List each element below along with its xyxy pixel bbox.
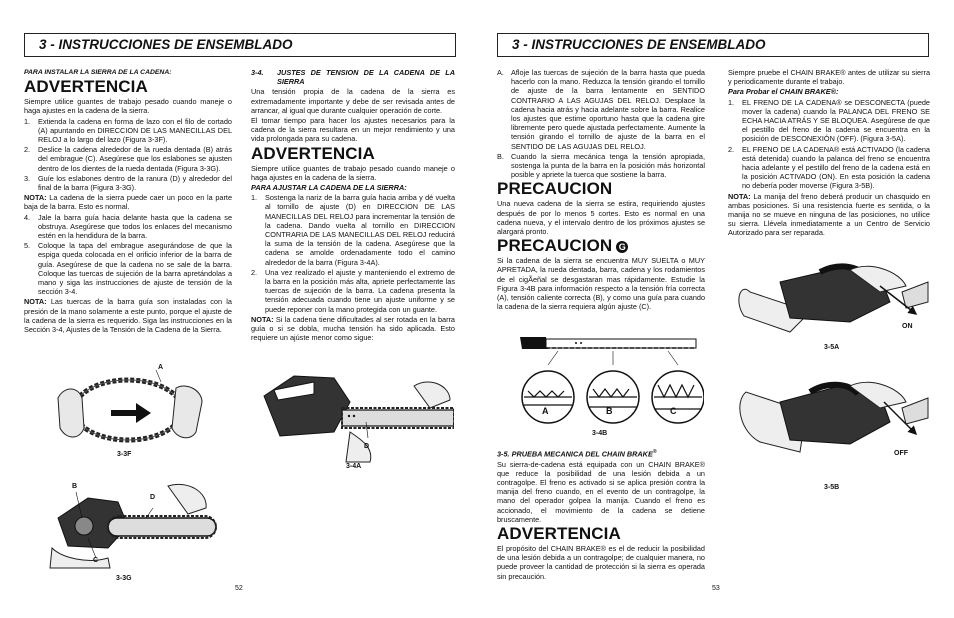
column-3 [497, 68, 705, 312]
figure-label-a: A [158, 364, 164, 371]
figure-3-5b-brake-off [730, 372, 930, 472]
figure-caption-3-3f: 3-3F [117, 451, 132, 458]
figure-caption-3-4b: 3-4B [592, 430, 608, 437]
label-off: OFF [894, 450, 908, 457]
adjust-subtitle: PARA AJUSTAR LA CADENA DE LA SIERRA: [251, 183, 407, 193]
page-number-53: 53 [712, 585, 720, 592]
section-header-left: 3 - INSTRUCCIONES DE ENSEMBLADO [24, 33, 456, 57]
chain-brake-paragraph: Su sierra-de-cadena está equipada con un CHAIN BRAKE® que reduce la posibilidad de una lesión debida a un contragolpe. El freno es activado si se aplica presión contra la manija del freno cuando, en el evento de un contragolpe, la mano del operador golpea la manija. Cuando el freno es accionado, el movimiento de la cadena se detiene bruscamente. [497, 459, 705, 524]
figure-3-4b-chain-tension [518, 335, 704, 431]
column-2 [251, 68, 455, 343]
figure-label-d: D [150, 494, 156, 501]
figure-3-3f-chain-loop [56, 368, 206, 456]
label-on: ON [902, 323, 913, 330]
note-paragraph: NOTA: La cadena de la sierra puede caer un poco en la parte baja de la barra. Esto es normal. [24, 193, 232, 212]
figure-3-3g-chain-install [48, 478, 220, 570]
section-title-3-5: 3-5. PRUEBA MECANICA DEL CHAIN BRAKE® [497, 449, 657, 459]
figure-caption-3-4a: 3-4A [346, 463, 362, 470]
figure-3-5a-brake-on [730, 262, 930, 338]
figure-caption-3-5b: 3-5B [824, 484, 840, 491]
note-paragraph: NOTA: La manija del freno deberá producir un chasquido en ambas posiciones. Si una resistencia fuerte es sentida, o la manija no se mueve en ninguna de las posiciones, no utilice su sierra. Llévela inmediatamente a un Centro de Servicio Autorizado para ser reparada. [728, 191, 930, 238]
figure-label-c: C [670, 406, 677, 416]
figure-label-c: C [93, 557, 99, 564]
warning-text: Siempre utilice guantes de trabajo pesado cuando maneje o haga ajustes en la cadena de la sierra. [24, 97, 232, 116]
figure-label-b: B [606, 406, 613, 416]
section-header-right: 3 - INSTRUCCIONES DE ENSEMBLADO [497, 33, 929, 57]
list-item: 2. Deslice la cadena alrededor de la rueda dentada (B) atrás del embrague (C). Asegúrese que los eslabones se ajusten dentro de los dientes de la rueda dentada (Figura 3-3G). [24, 145, 232, 173]
list-item: 5. Coloque la tapa del embrague asegurándose de que la espiga queda colocada en el orificio inferior de la barra de guía. Asegúrese de que la cadena no se sale de la barra. Coloque las tuercas de sujeción de la barra apretándolas a mano y siga las instrucciones de ajuste de tensión de la sección 3-4. [24, 241, 232, 297]
figure-label-a: A [542, 406, 549, 416]
intro-paragraph: Siempre pruebe el CHAIN BRAKE® antes de utilizar su sierra y periodicamente durante el trabajo. [728, 68, 930, 87]
column-1 [24, 68, 232, 335]
figure-caption-3-5a: 3-5A [824, 344, 840, 351]
column-4 [728, 68, 930, 239]
caution-heading-2: PRECAUCION G [497, 237, 705, 254]
list-item: 3. Guíe los eslabones dentro de la ranura (D) y alrededor del final de la barra (Figura 3-3G). [24, 173, 232, 193]
caution-heading: PRECAUCION [497, 179, 613, 199]
test-subtitle: Para Probar el CHAIN BRAKE®: [728, 87, 839, 97]
g-mark-icon: G [616, 241, 628, 253]
warning-heading: ADVERTENCIA [497, 524, 621, 544]
caution-text: Una nueva cadena de la sierra se estira, requiriendo ajustes después de por lo menos 5 cortes. Esto es normal en una cadena nueva, y el intervalo dentro de los próximos ajustes se alargará pronto. [497, 199, 705, 237]
list-item: 2. EL FRENO DE LA CADENA® está ACTIVADO (la cadena está detenida) cuando la palanca del freno se encuentra hacia adelante y el pestillo del freno de la cadena está en la posición ACTIVADO (ON). En esta posición la cadena no debería poder moverse (Figura 3-5B). [728, 144, 930, 191]
caution-text-2: Si la cadena de la sierra se encuentra MUY SUELTA o MUY APRETADA, la rueda dentada, barra, cadena y los rodamientos de el cigÃeñal se desgastaran mas rápidamente. Estudie la Figura 3-4B para información respecto a la tensión fría correcta (A), tensión caliente correcta (B), y como una guía para cuando la cadena de la sierra requiera algún ajuste (C). [497, 256, 705, 312]
list-item: 1. EL FRENO DE LA CADENA® se DESCONECTA (puede mover la cadena) cuando la PALANCA DEL FRENO SE ECHA HACIA ATRÁS Y SE BLOQUEA. Asegúrese de que el pestillo del freno de la cadena se encuentra en la posición de DESCONEXIÓN (OFF). (Figura 3-5A). [728, 97, 930, 144]
figure-caption-3-3g: 3-3G [116, 575, 132, 582]
figure-3-4a-tension-adjust [254, 366, 454, 466]
warning-text: El propósito del CHAIN BRAKE® es el de reducir la posibilidad de una lesión debida a un contragolpe; de cualquier manera, no puede proveer la cantidad de protección si la sierra es operada sin precaución. [497, 544, 705, 581]
install-subtitle: PARA INSTALAR LA SIERRA DE LA CADENA: [24, 69, 172, 76]
list-item: B. Cuando la sierra mecánica tenga la tensión apropiada, sostenga la punta de la barra en la posición más horizontal posible y apriete la tuerca que sostiene la barra. [497, 151, 705, 180]
figure-label-b: B [72, 483, 78, 490]
list-item: 4. Jale la barra guía hacia delante hasta que la cadena se obstruya. Asegúrese que todos los enlaces del mecanismo estén en la hendidura de la barra. [24, 212, 232, 241]
list-item: 1. Sostenga la nariz de la barra guía hacia arriba y dé vuelta al tornillo de ajuste (D) en DIRECCION DE LAS MANECILLAS DEL RELOJ para incrementar la tensión de la cadena. Dando vuelta al tornillo en DIRECCION CONTRARIA DE LAS MANECILLAS DEL RELOJ reducirá la suma de la tensión de la cadena. Asegúrese que la cadena se amolde ordenadamente todo el camino alrededor de la barra (Figura 3-4A). [251, 193, 455, 267]
intro-paragraph: Una tensión propia de la cadena de la sierra es extremadamente importante y debe de ser revisada antes de arrancar, al igual que durante cualquier operación de corte. [251, 87, 455, 115]
list-item: A. Afloje las tuercas de sujeción de la barra hasta que pueda hacerlo con la mano. Reduzca la tensión girando el tornillo de ajuste de la barra lentamente en SENTIDO CONTRARIO A LAS AGUJAS DEL RELOJ. Desplace la cadena hacia atrás y hacia adelante sobre la barra. Realice los ajustes que estime oportuno hasta que la cadena gire libremente pero quede ajustada perfectamente. Aumente la tensión girando el tornillo de ajuste de la barra en el SENTIDO DE LAS AGUJAS DEL RELOJ. [497, 68, 705, 151]
section-title-3-4: 3-4. JUSTES DE TENSION DE LA CADENA DE LA SIERRA [251, 68, 455, 87]
list-item: 2. Una vez realizado el ajuste y manteniendo el extremo de la barra en la posición más alta, apriete perfectamente las tuercas de sujeción de la barra. La cadena presenta la tensión adecuada cuando tiene un ajuste uniforme y se puede reponer con la mano protegida con un guante. [251, 267, 455, 314]
warning-heading: ADVERTENCIA [251, 143, 375, 163]
intro-paragraph-2: El tomar tiempo para hacer los ajustes necesarios para la cadena de la sierra resultara en un mejor rendimiento y una vida prolongada para su cadena. [251, 116, 455, 144]
list-item: 1. Extienda la cadena en forma de lazo con el filo de cortado (A) apuntando en DIRECCION DE LAS MANECILLAS DEL RELOJ a lo largo del lazo (Figura 3-3F). [24, 116, 232, 145]
figure-label-d: D [364, 443, 370, 450]
note-paragraph: NOTA: Si la cadena tiene dificultades al ser rotada en la barra guía o si se dobla, mucha tensión ha sido aplicada. Esto requiere un ajúste menor como sigue: [251, 314, 455, 343]
column-3-lower [497, 448, 705, 582]
page-number-52: 52 [235, 585, 243, 592]
warning-heading: ADVERTENCIA [24, 77, 148, 97]
warning-text: Siempre utilice guantes de trabajo pesado cuando maneje o haga ajustes en la cadena de la sierra. [251, 163, 455, 182]
note-paragraph: NOTA: Las tuercas de la barra guía son instaladas con la presión de la mano solamente a este punto, porque el ajuste de la cadena de la sierra es requerido. Siga las instrucciones en la Sección 3-4, Ajustes de la Tensión de la Cadena de la Sierra. [24, 297, 232, 335]
